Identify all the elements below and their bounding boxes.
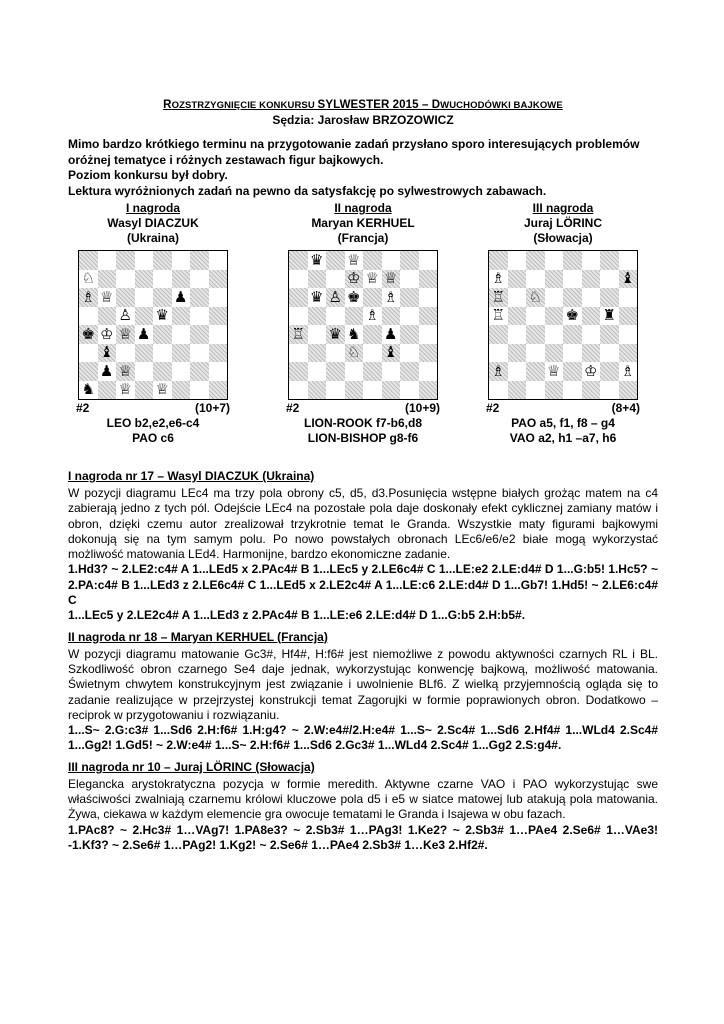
square-d3: [345, 344, 364, 363]
square-a8: [79, 251, 98, 270]
square-d7: [345, 270, 364, 289]
square-c6: [526, 288, 545, 307]
square-h2: [209, 362, 228, 381]
square-c2: [526, 362, 545, 381]
square-d3: [135, 344, 154, 363]
square-h2: [619, 362, 638, 381]
square-f8: [382, 251, 401, 270]
square-e3: [363, 344, 382, 363]
square-b3: [308, 344, 327, 363]
piece-pawn-icon: ♟: [100, 361, 114, 380]
square-f1: [582, 381, 601, 400]
square-c8: [526, 251, 545, 270]
square-c1: [116, 381, 135, 400]
square-c3: [116, 344, 135, 363]
square-b7: [508, 270, 527, 289]
square-g8: [600, 251, 619, 270]
author-country: (Francja): [337, 231, 389, 245]
square-h3: [619, 344, 638, 363]
piece-rook-icon: ♜: [602, 306, 616, 325]
square-f3: [582, 344, 601, 363]
square-a4: [489, 325, 508, 344]
square-e5: [153, 307, 172, 326]
square-g3: [190, 344, 209, 363]
square-h4: [619, 325, 638, 344]
square-c5: [526, 307, 545, 326]
square-f7: [582, 270, 601, 289]
square-g6: [600, 288, 619, 307]
author-name: Wasyl DIACZUK: [107, 216, 199, 230]
square-d7: [135, 270, 154, 289]
square-d5: [345, 307, 364, 326]
square-c1: [326, 381, 345, 400]
intro-line: Poziom konkursu był dobry.: [68, 168, 228, 182]
square-c5: [116, 307, 135, 326]
square-g5: [190, 307, 209, 326]
piece-king-icon: ♚: [81, 324, 95, 343]
solution-line: 1.Hd3? ~ 2.LE2:c4# A 1...LEd5 x 2.PAc4# B 1...LEc5 y 2.LE6c4# C 1...LE:e2 2.LE:d4# D 1...G:b5! 1.Hc5? ~ 2.PA:c4# B 1...LEd3 z 2.LE6c4# C 1...LEd5 x 2.LE2c4# A 1...LE:c6 2.LE:d4# D 1...Gb7! 1.Hd5! ~ 2.LE6:c4# C: [68, 562, 658, 608]
piece-bishop-icon: ♗: [491, 361, 505, 380]
stipulation: #2: [286, 401, 300, 415]
square-c5: [326, 307, 345, 326]
square-g8: [400, 251, 419, 270]
square-b8: [508, 251, 527, 270]
square-d4: [135, 325, 154, 344]
stipulation: #2: [76, 401, 90, 415]
diagram-meta: [286, 401, 440, 416]
title-part: R: [163, 99, 172, 111]
square-g1: [600, 381, 619, 400]
square-a2: [79, 362, 98, 381]
square-e2: [153, 362, 172, 381]
intro-line: Lektura wyróżnionych zadań na pewno da satysfakcję po sylwestrowych zabawach.: [68, 183, 547, 198]
square-a6: [289, 288, 308, 307]
author-country: (Ukraina): [126, 231, 179, 245]
piece-queen-icon: ♕: [547, 361, 561, 380]
chess-board: [288, 250, 438, 400]
square-e5: [363, 307, 382, 326]
square-d7: [545, 270, 564, 289]
square-g3: [400, 344, 419, 363]
square-e7: [363, 270, 382, 289]
diagram-1: [68, 201, 238, 446]
square-h3: [419, 344, 438, 363]
square-h1: [419, 381, 438, 400]
square-h1: [619, 381, 638, 400]
solution-line: 1.PAc8? ~ 2.Hc3# 1…VAg7! 1.PA8e3? ~ 2.Sb3# 1…PAg3! 1.Ke2? ~ 2.Sb3# 1…PAe4 2.Se6# 1…VAe3! -1.Kf3? ~ 2.Se6# 1…PAg2! 1.Kg2! ~ 2.Se6# 1…PAe4 2.Sb3# 1…Ke3 2.Hf2#.: [68, 822, 658, 852]
square-g1: [400, 381, 419, 400]
square-e7: [563, 270, 582, 289]
judge-line: Sędzia: Jarosław BRZOZOWICZ: [272, 113, 454, 127]
square-b8: [308, 251, 327, 270]
chess-board: [488, 250, 638, 400]
square-g2: [400, 362, 419, 381]
square-c1: [526, 381, 545, 400]
piece-rook-icon: ♖: [291, 324, 305, 343]
square-a5: [489, 307, 508, 326]
intro: [68, 137, 658, 199]
square-a5: [289, 307, 308, 326]
piece-bishop-icon: ♝: [100, 343, 114, 362]
square-h5: [419, 307, 438, 326]
piece-pawn-icon: ♟: [137, 324, 151, 343]
piece-bishop-icon: ♗: [491, 269, 505, 288]
piece-pawn-icon: ♟: [384, 324, 398, 343]
square-d4: [345, 325, 364, 344]
square-d8: [545, 251, 564, 270]
square-b6: [308, 288, 327, 307]
square-e2: [563, 362, 582, 381]
diagram-2: [278, 201, 448, 446]
stipulation: #2: [486, 401, 500, 415]
piece-queen-icon: ♕: [100, 287, 114, 306]
square-c8: [326, 251, 345, 270]
square-e8: [563, 251, 582, 270]
square-e8: [153, 251, 172, 270]
square-e6: [563, 288, 582, 307]
square-h6: [209, 288, 228, 307]
square-b5: [98, 307, 117, 326]
chess-board: [78, 250, 228, 400]
square-b8: [98, 251, 117, 270]
section-text: W pozycji diagramu LEc4 ma trzy pola obrony c5, d5, d3.Posunięcia wstępne białych grożąc matem na c4 zabierają jedno z tych pól. Odejście LEc4 na pozostałe pola daje doskonały efekt cyklicznej zamiany matów i obron, dzięki czemu autor zrealizował trzykrotnie temat le Granda. Wszystkie maty figurami bajkowymi dokonują się na tym samym polu. Po nowo powstałych obronach LEc6/e6/e2 białe mogą wykorzystać możliwość matowania LEd4. Harmonijne, bardzo ekonomiczne zadanie.: [68, 486, 658, 562]
square-g6: [190, 288, 209, 307]
title-part: OZSTRZYGNIĘCIE KONKURSU: [171, 100, 318, 111]
square-e1: [153, 381, 172, 400]
piece-queen-icon: ♕: [155, 380, 169, 399]
piece-king-icon: ♚: [347, 287, 361, 306]
square-a2: [489, 362, 508, 381]
square-c2: [116, 362, 135, 381]
square-b7: [308, 270, 327, 289]
section-heading: I nagroda nr 17 – Wasyl DIACZUK (Ukraina): [68, 469, 315, 483]
square-c6: [116, 288, 135, 307]
square-f3: [382, 344, 401, 363]
square-f2: [382, 362, 401, 381]
piece-knight-icon: ♞: [81, 380, 95, 399]
author-name: Maryan KERHUEL: [311, 216, 415, 230]
square-b5: [308, 307, 327, 326]
square-d3: [545, 344, 564, 363]
square-h3: [209, 344, 228, 363]
square-b7: [98, 270, 117, 289]
square-a8: [289, 251, 308, 270]
fairy-pieces-line: PAO a5, f1, f8 – g4: [511, 416, 615, 430]
square-f3: [172, 344, 191, 363]
piece-knight-icon: ♘: [528, 287, 542, 306]
square-h8: [419, 251, 438, 270]
square-c7: [526, 270, 545, 289]
prize-label: III nagroda: [532, 201, 594, 215]
square-h4: [209, 325, 228, 344]
square-b3: [98, 344, 117, 363]
square-d8: [135, 251, 154, 270]
square-a3: [489, 344, 508, 363]
square-f5: [382, 307, 401, 326]
square-g7: [600, 270, 619, 289]
piece-queen-icon: ♕: [118, 380, 132, 399]
diagrams-row: [68, 201, 658, 463]
piece-queen-icon: ♛: [328, 324, 342, 343]
square-h8: [209, 251, 228, 270]
award-section-1: [68, 469, 658, 624]
square-e6: [153, 288, 172, 307]
square-b6: [98, 288, 117, 307]
diagram-3: [478, 201, 648, 446]
award-section-3: [68, 760, 658, 853]
square-b1: [508, 381, 527, 400]
title-part: WUCHODÓWKI BAJKOWE: [440, 100, 563, 111]
square-g4: [190, 325, 209, 344]
square-g7: [400, 270, 419, 289]
square-d2: [345, 362, 364, 381]
piece-count: (10+7): [194, 401, 230, 415]
square-d4: [545, 325, 564, 344]
piece-pawn-icon: ♙: [328, 287, 342, 306]
square-e2: [363, 362, 382, 381]
fairy-pieces-line: PAO c6: [132, 431, 174, 445]
square-b4: [508, 325, 527, 344]
fairy-pieces-line: VAO a2, h1 –a7, h6: [509, 431, 617, 445]
square-f6: [582, 288, 601, 307]
square-d1: [545, 381, 564, 400]
solution-line: 1...LEc5 y 2.LE2c4# A 1...LEd3 z 2.PAc4# B 1...LE:e6 2.LE:d4# D 1...G:b5 2.H:b5#.: [68, 608, 526, 623]
square-a8: [489, 251, 508, 270]
square-f5: [582, 307, 601, 326]
square-d8: [345, 251, 364, 270]
square-h6: [419, 288, 438, 307]
square-f7: [172, 270, 191, 289]
square-h7: [419, 270, 438, 289]
square-d1: [345, 381, 364, 400]
square-b3: [508, 344, 527, 363]
square-f8: [582, 251, 601, 270]
square-e4: [363, 325, 382, 344]
diagram-meta: [76, 401, 230, 416]
square-b5: [508, 307, 527, 326]
square-e6: [363, 288, 382, 307]
square-g8: [190, 251, 209, 270]
piece-count: (10+9): [404, 401, 440, 415]
square-c4: [116, 325, 135, 344]
square-e1: [363, 381, 382, 400]
piece-knight-icon: ♞: [347, 324, 361, 343]
piece-king-icon: ♔: [584, 361, 598, 380]
square-d6: [345, 288, 364, 307]
square-b4: [98, 325, 117, 344]
square-g4: [600, 325, 619, 344]
contest-title: [68, 98, 658, 113]
piece-knight-icon: ♘: [347, 343, 361, 362]
fairy-pieces-line: LEO b2,e2,e6-c4: [106, 416, 200, 430]
square-f6: [172, 288, 191, 307]
square-a7: [79, 270, 98, 289]
square-c8: [116, 251, 135, 270]
square-a5: [79, 307, 98, 326]
author-name: Juraj LÖRINC: [523, 216, 602, 230]
square-h1: [209, 381, 228, 400]
section-heading: III nagroda nr 10 – Juraj LÖRINC (Słowacja): [68, 759, 315, 774]
square-a7: [489, 270, 508, 289]
square-d1: [135, 381, 154, 400]
square-b4: [308, 325, 327, 344]
square-c4: [326, 325, 345, 344]
piece-bishop-icon: ♗: [81, 287, 95, 306]
square-e7: [153, 270, 172, 289]
square-e1: [563, 381, 582, 400]
square-b2: [508, 362, 527, 381]
diagram-meta: [486, 401, 640, 416]
square-f4: [172, 325, 191, 344]
square-d2: [135, 362, 154, 381]
square-c4: [526, 325, 545, 344]
square-h6: [619, 288, 638, 307]
piece-queen-icon: ♛: [310, 250, 324, 269]
prize-label: I nagroda: [125, 201, 180, 215]
square-e4: [153, 325, 172, 344]
piece-queen-icon: ♕: [347, 250, 361, 269]
square-b2: [308, 362, 327, 381]
square-a3: [289, 344, 308, 363]
fairy-pieces-line: LION-ROOK f7-b6,d8: [303, 416, 422, 430]
square-f1: [172, 381, 191, 400]
square-a6: [489, 288, 508, 307]
intro-line: Mimo bardzo krótkiego terminu na przygotowanie zadań przysłano sporo interesujących problemów oróżnej tematyce i różnych zestawach figur bajkowych.: [68, 137, 640, 167]
piece-pawn-icon: ♟: [174, 287, 188, 306]
piece-rook-icon: ♖: [491, 287, 505, 306]
piece-king-icon: ♔: [100, 324, 114, 343]
square-b1: [308, 381, 327, 400]
square-f4: [382, 325, 401, 344]
section-text: Elegancka arystokratyczna pozycja w formie meredith. Aktywne czarne VAO i PAO wykorzystując swe właściwości zwalniają czarnemu królowi kluczowe pola d5 i e5 w siatce matowej lub atakują pola matowania. Żywa, ciekawa w każdym elemencie gra owocuje tematami le Granda i Isajewa w obu fazach.: [68, 776, 658, 822]
piece-bishop-icon: ♗: [621, 361, 635, 380]
square-c2: [326, 362, 345, 381]
square-c7: [326, 270, 345, 289]
square-b2: [98, 362, 117, 381]
square-f8: [172, 251, 191, 270]
piece-pawn-icon: ♙: [118, 306, 132, 325]
fairy-pieces-line: LION-BISHOP g8-f6: [307, 431, 419, 445]
square-e8: [363, 251, 382, 270]
piece-queen-icon: ♕: [365, 269, 379, 288]
solution-line: 1...S~ 2.G:c3# 1...Sd6 2.H:f6# 1.H:g4? ~ 2.W:e4#/2.H:e4# 1...S~ 2.Sc4# 1...Sd6 2.Hf4# 1...WLd4 2.Sc4# 1...Gg2! 1.Gd5! ~ 2.W:e4# 1...S~ 2.H:f6# 1...Sd6 2.Gc3# 1...WLd4 2.Sc4# 1...Gg2 2.S:g4#.: [68, 723, 658, 753]
award-section-2: [68, 630, 658, 754]
square-h8: [619, 251, 638, 270]
square-d6: [545, 288, 564, 307]
square-d5: [545, 307, 564, 326]
piece-queen-icon: ♕: [384, 269, 398, 288]
square-g7: [190, 270, 209, 289]
piece-count: (8+4): [611, 401, 640, 415]
square-g3: [600, 344, 619, 363]
square-a1: [489, 381, 508, 400]
square-f6: [382, 288, 401, 307]
piece-bishop-icon: ♗: [365, 306, 379, 325]
square-g2: [190, 362, 209, 381]
square-g4: [400, 325, 419, 344]
square-h5: [209, 307, 228, 326]
square-h7: [209, 270, 228, 289]
square-d5: [135, 307, 154, 326]
square-c3: [326, 344, 345, 363]
piece-bishop-icon: ♝: [384, 343, 398, 362]
square-g6: [400, 288, 419, 307]
square-d2: [545, 362, 564, 381]
piece-king-icon: ♚: [565, 306, 579, 325]
piece-knight-icon: ♘: [81, 269, 95, 288]
square-a1: [289, 381, 308, 400]
square-c6: [326, 288, 345, 307]
square-b6: [508, 288, 527, 307]
square-e5: [563, 307, 582, 326]
square-b1: [98, 381, 117, 400]
piece-queen-icon: ♕: [118, 361, 132, 380]
square-a6: [79, 288, 98, 307]
square-g5: [600, 307, 619, 326]
piece-rook-icon: ♖: [491, 306, 505, 325]
piece-queen-icon: ♕: [118, 324, 132, 343]
prize-label: II nagroda: [334, 201, 392, 215]
title-part: SYLWESTER 2015 – D: [317, 99, 441, 111]
piece-queen-icon: ♛: [310, 287, 324, 306]
section-text: W pozycji diagramu matowanie Gc3#, Hf4#, H:f6# jest niemożliwe z powodu aktywności czarnych RL i BL. Szkodliwość obron czarnego Se4 daje jednak, wykorzystując konwencję bajkową, możliwość matowania. Świetnym chwytem konstrukcyjnym jest związanie i uwolnienie BLf6. Z wielką przyjemnością ogląda się to zadanie realizujące w przejrzystej konstrukcji temat Zagorujki w formie poprawionych obron. Dodatkowo – reciprok w przygotowaniu i rozwiązaniu.: [68, 646, 658, 722]
piece-bishop-icon: ♗: [384, 287, 398, 306]
square-e3: [563, 344, 582, 363]
square-a4: [79, 325, 98, 344]
square-g2: [600, 362, 619, 381]
square-a4: [289, 325, 308, 344]
square-h2: [419, 362, 438, 381]
square-h7: [619, 270, 638, 289]
square-e3: [153, 344, 172, 363]
square-f7: [382, 270, 401, 289]
square-f5: [172, 307, 191, 326]
square-g1: [190, 381, 209, 400]
square-h4: [419, 325, 438, 344]
square-f2: [172, 362, 191, 381]
square-c7: [116, 270, 135, 289]
section-heading: II nagroda nr 18 – Maryan KERHUEL (Francja): [68, 629, 328, 644]
square-f2: [582, 362, 601, 381]
piece-king-icon: ♔: [347, 269, 361, 288]
square-c3: [526, 344, 545, 363]
square-a1: [79, 381, 98, 400]
square-a2: [289, 362, 308, 381]
square-g5: [400, 307, 419, 326]
square-d6: [135, 288, 154, 307]
square-h5: [619, 307, 638, 326]
square-e4: [563, 325, 582, 344]
piece-queen-icon: ♛: [155, 306, 169, 325]
piece-bishop-icon: ♝: [621, 269, 635, 288]
square-f1: [382, 381, 401, 400]
square-f4: [582, 325, 601, 344]
square-a7: [289, 270, 308, 289]
square-a3: [79, 344, 98, 363]
author-country: (Słowacja): [533, 231, 593, 245]
page: [68, 98, 658, 853]
